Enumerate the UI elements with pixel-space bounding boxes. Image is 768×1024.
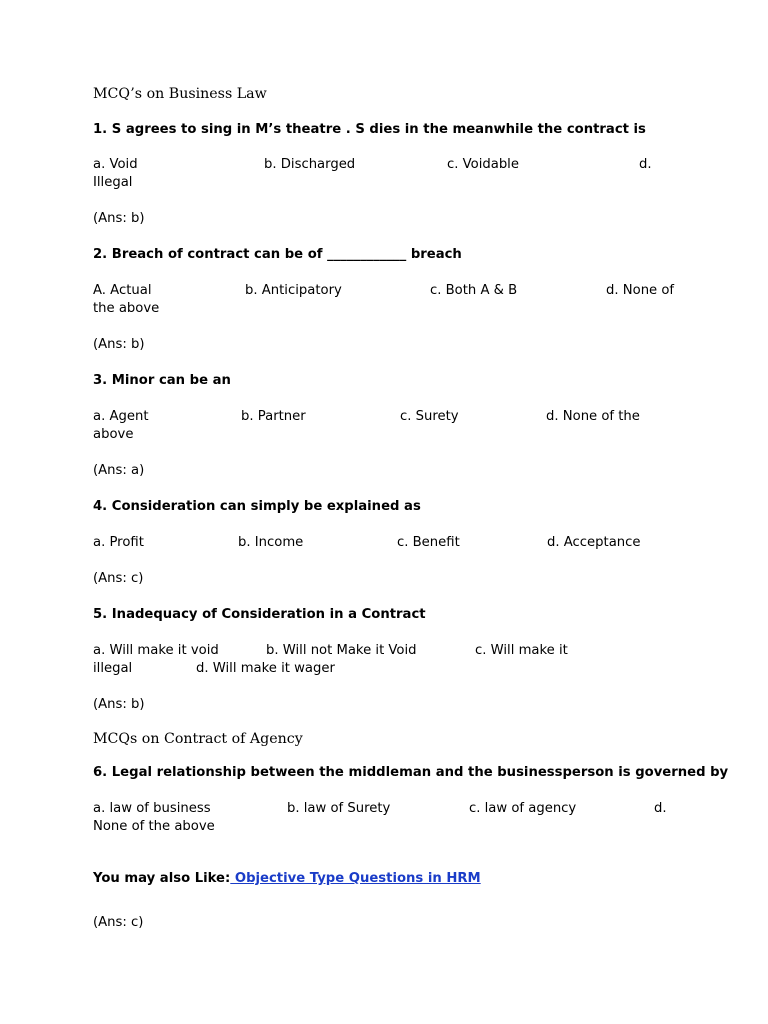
option-a: a. Profit [93, 535, 144, 550]
option-b: b. Income [238, 535, 304, 550]
hrm-questions-link[interactable]: Objective Type Questions in HRM [230, 871, 481, 886]
options-row-4 [93, 534, 768, 552]
option-b: b. Partner [241, 409, 306, 424]
option-a: A. Actual [93, 283, 152, 298]
also-like-line [93, 870, 481, 888]
question-6: 6. Legal relationship between the middleman and the businessperson is governed by [93, 765, 729, 780]
section-heading-agency: MCQs on Contract of Agency [93, 731, 303, 747]
option-d: d. Will make it wager [196, 661, 335, 676]
option-d: d. None of the [546, 409, 640, 424]
options-row-5-wrap [93, 660, 768, 678]
answer-2: (Ans: b) [93, 337, 145, 352]
question-2: 2. Breach of contract can be of ____________ breach [93, 247, 462, 262]
answer-1: (Ans: b) [93, 211, 145, 226]
option-c: c. Voidable [447, 157, 519, 172]
question-1: 1. S agrees to sing in M’s theatre . S dies in the meanwhile the contract is [93, 122, 646, 137]
option-c: c. Surety [400, 409, 459, 424]
option-d: d. Acceptance [547, 535, 641, 550]
question-4: 4. Consideration can simply be explained as [93, 499, 421, 514]
option-c: c. Benefit [397, 535, 460, 550]
option-wrap: None of the above [93, 819, 215, 834]
option-a: a. Will make it void [93, 643, 219, 658]
also-like-label: You may also Like: [93, 871, 231, 886]
option-b: b. Will not Make it Void [266, 643, 417, 658]
option-wrap: illegal [93, 661, 133, 676]
option-a: a. Void [93, 157, 138, 172]
answer-3: (Ans: a) [93, 463, 145, 478]
option-a: a. Agent [93, 409, 149, 424]
option-d: d. None of [606, 283, 675, 298]
question-5: 5. Inadequacy of Consideration in a Contract [93, 607, 426, 622]
answer-6: (Ans: c) [93, 915, 144, 930]
answer-5: (Ans: b) [93, 697, 145, 712]
section-heading-business-law: MCQ’s on Business Law [93, 86, 267, 102]
option-c: c. Will make it [475, 643, 568, 658]
options-row-6 [93, 800, 768, 818]
option-b: b. law of Surety [287, 801, 391, 816]
option-b: b. Discharged [264, 157, 356, 172]
option-d: d. [639, 157, 652, 172]
option-wrap: above [93, 427, 134, 442]
options-row-3 [93, 408, 768, 426]
options-row-2 [93, 282, 768, 300]
options-row-1 [93, 156, 768, 174]
option-c: c. Both A & B [430, 283, 518, 298]
option-c: c. law of agency [469, 801, 577, 816]
options-row-5 [93, 642, 768, 660]
answer-4: (Ans: c) [93, 571, 144, 586]
question-3: 3. Minor can be an [93, 373, 231, 388]
option-wrap: Illegal [93, 175, 133, 190]
option-d: d. [654, 801, 667, 816]
option-a: a. law of business [93, 801, 211, 816]
option-b: b. Anticipatory [245, 283, 342, 298]
option-wrap: the above [93, 301, 160, 316]
